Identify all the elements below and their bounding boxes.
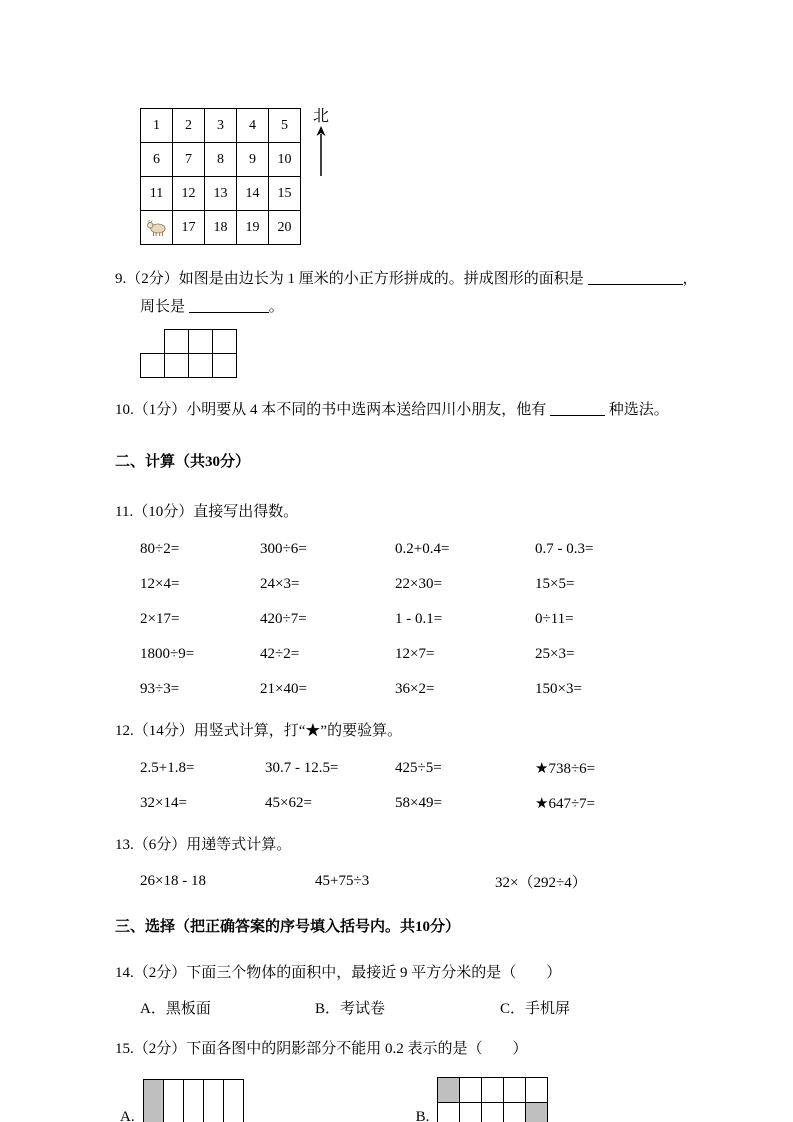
unit-squares-figure: [140, 329, 239, 378]
expression: ★738÷6=: [535, 761, 596, 777]
expression: 45×62=: [265, 795, 312, 811]
compass: [313, 108, 329, 178]
q13-expression-grid: [140, 865, 753, 897]
question-9-text2: 周长是: [140, 299, 186, 315]
option-c: C．手机屏: [500, 1000, 571, 1017]
expression: 30.7 - 12.5=: [265, 760, 339, 776]
table-cell: 18: [205, 211, 237, 245]
expression: 25×3=: [535, 646, 575, 662]
figure-label-a: A.: [120, 1109, 135, 1122]
table-cell: 12: [173, 177, 205, 211]
expression: 15×5=: [535, 576, 575, 592]
question-11-header: 11.（10分）直接写出得数。: [115, 504, 299, 520]
section-2-heading: 二、计算（共30分）: [115, 454, 251, 470]
expression: 1800÷9=: [140, 646, 195, 662]
expression: 58×49=: [395, 795, 442, 811]
expression: 2×17=: [140, 611, 180, 627]
table-cell: 8: [205, 143, 237, 177]
table-row: [141, 211, 301, 245]
table-row: [141, 143, 301, 177]
table-cell: 19: [237, 211, 269, 245]
question-9: [115, 265, 753, 321]
expression: 42÷2=: [260, 646, 300, 662]
question-10-text: 10.（1分）小明要从 4 本不同的书中选两本送给四川小朋友，他有: [115, 402, 547, 418]
fraction-figure-a: [143, 1079, 244, 1122]
expression: 150×3=: [535, 681, 582, 697]
expression: 12×4=: [140, 576, 180, 592]
expression: 26×18 - 18: [140, 872, 206, 889]
expression: 425÷5=: [395, 760, 442, 776]
fraction-figure-b: [437, 1077, 548, 1122]
option-a: A．黑板面: [140, 1000, 211, 1017]
expression: 420÷7=: [260, 611, 307, 627]
expression: 22×30=: [395, 576, 442, 592]
figure-label-b: B.: [415, 1109, 430, 1122]
expression: 300÷6=: [260, 541, 307, 557]
expression: 0.7 - 0.3=: [535, 541, 594, 557]
expression: 2.5+1.8=: [140, 760, 195, 776]
table-cell: 10: [269, 143, 301, 177]
table-cell: 11: [141, 177, 173, 211]
table-cell: 7: [173, 143, 205, 177]
punct: ，: [682, 271, 698, 287]
goat-icon: [145, 219, 169, 237]
expression: 24×3=: [260, 576, 300, 592]
section-3-heading: 三、选择（把正确答案的序号填入括号内。共10分）: [115, 919, 461, 935]
question-9-line2: [115, 293, 284, 321]
table-cell: 5: [269, 109, 301, 143]
table-cell: 17: [173, 211, 205, 245]
north-arrow-icon: [314, 126, 328, 178]
table-cell: 3: [205, 109, 237, 143]
table-cell: 20: [269, 211, 301, 245]
table-cell: 6: [141, 143, 173, 177]
q12-expression-grid: [140, 751, 753, 821]
q15-figures: [120, 1077, 753, 1122]
question-10-suffix: 种选法。: [608, 402, 669, 418]
north-label: 北: [313, 108, 330, 125]
table-cell-goat: [141, 211, 173, 245]
question-15-header: 15.（2分）下面各图中的阴影部分不能用 0.2 表示的是（ ）: [115, 1041, 528, 1057]
answer-blank: [550, 401, 605, 416]
expression: 1 - 0.1=: [395, 611, 443, 627]
expression: 45+75÷3: [315, 872, 370, 889]
option-b: B．考试卷: [315, 1000, 386, 1017]
number-table: [140, 108, 301, 245]
table-cell: 14: [237, 177, 269, 211]
question-10: [115, 396, 753, 424]
q11-expression-grid: [140, 532, 753, 707]
question-13-header: 13.（6分）用递等式计算。: [115, 837, 292, 853]
question-12-header: 12.（14分）用竖式计算，打“★”的要验算。: [115, 723, 403, 739]
expression: 93÷3=: [140, 681, 180, 697]
answer-blank: [189, 298, 269, 313]
table-row: [141, 109, 301, 143]
q14-options: [140, 993, 753, 1021]
table-cell: 1: [141, 109, 173, 143]
table-row: [141, 177, 301, 211]
question-14-header: 14.（2分）下面三个物体的面积中，最接近 9 平方分米的是（ ）: [115, 965, 562, 981]
expression: 21×40=: [260, 681, 307, 697]
table-cell: 4: [237, 109, 269, 143]
expression: 12×7=: [395, 646, 435, 662]
question-9-text: 9.（2分）如图是由边长为 1 厘米的小正方形拼成的。拼成图形的面积是: [115, 271, 584, 287]
expression: 36×2=: [395, 681, 435, 697]
expression: 0÷11=: [535, 611, 574, 627]
expression: 32×（292÷4）: [495, 874, 587, 891]
answer-blank: [588, 270, 683, 285]
expression: 0.2+0.4=: [395, 541, 450, 557]
expression: ★647÷7=: [535, 796, 596, 812]
map-figure: [140, 108, 753, 245]
table-cell: 9: [237, 143, 269, 177]
table-cell: 15: [269, 177, 301, 211]
expression: 32×14=: [140, 795, 187, 811]
expression: 80÷2=: [140, 541, 180, 557]
table-cell: 2: [173, 109, 205, 143]
table-cell: 13: [205, 177, 237, 211]
punct: 。: [268, 299, 284, 315]
